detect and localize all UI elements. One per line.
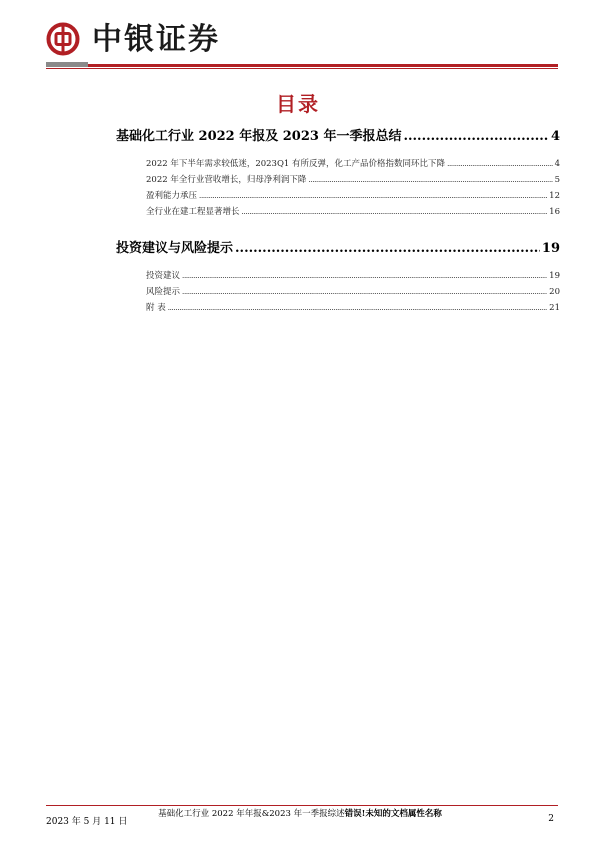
header-rule-thin: [46, 68, 558, 69]
toc-item[interactable]: [116, 284, 560, 300]
footer-doc-property-error: 错误!未知的文档属性名称: [344, 809, 442, 819]
toc-item-title: 盈利能力承压: [146, 191, 198, 201]
brand-name: 中银证券: [92, 22, 220, 57]
footer-rule: [46, 805, 558, 806]
toc-page-number: 4: [554, 159, 560, 169]
toc-item[interactable]: [116, 156, 560, 172]
toc-leader-dots: [182, 284, 547, 300]
footer-page-number: 2: [548, 814, 554, 824]
toc-page-number: 5: [554, 175, 560, 185]
toc-section-2[interactable]: [116, 238, 560, 260]
toc-item[interactable]: [116, 204, 560, 220]
toc-item[interactable]: [116, 268, 560, 284]
toc-leader-dots: [235, 238, 540, 260]
toc-item-title: 全行业在建工程显著增长: [146, 207, 240, 217]
header-rule-dark: [46, 62, 88, 67]
toc-item[interactable]: [116, 172, 560, 188]
toc-page-number: 19: [549, 271, 560, 281]
toc-section-title: 投资建议与风险提示: [116, 241, 234, 256]
toc-item[interactable]: [116, 300, 560, 316]
toc-page-number: 16: [549, 207, 560, 217]
toc-item-title: 投资建议: [146, 271, 181, 281]
toc-page-number: 20: [549, 287, 560, 297]
header-rule-red: [88, 64, 558, 67]
toc-item-title: 附 表: [146, 303, 166, 313]
toc-page-number: 21: [549, 303, 560, 313]
footer-doc-title-text: 基础化工行业 2022 年年报&2023 年一季报综述: [158, 809, 345, 819]
table-of-contents: [116, 126, 560, 316]
footer-date: 2023 年 5 月 11 日: [46, 817, 128, 827]
toc-leader-dots: [403, 126, 548, 148]
bank-of-china-logo-icon: [46, 22, 80, 56]
toc-item-title: 2022 年全行业营收增长，归母净利润下降: [146, 175, 307, 185]
toc-title: 目录: [276, 92, 320, 116]
toc-item-title: 风险提示: [146, 287, 181, 297]
toc-section-1[interactable]: [116, 126, 560, 148]
toc-page-number: 19: [541, 241, 560, 256]
footer-doc-title: [150, 808, 450, 821]
toc-page-number: 12: [549, 191, 560, 201]
toc-leader-dots: [199, 188, 547, 204]
toc-leader-dots: [168, 300, 547, 316]
toc-leader-dots: [308, 172, 552, 188]
toc-section-title: 基础化工行业 2022 年报及 2023 年一季报总结: [116, 129, 402, 144]
toc-leader-dots: [182, 268, 547, 284]
toc-item[interactable]: [116, 188, 560, 204]
toc-leader-dots: [447, 156, 553, 172]
toc-page-number: 4: [550, 129, 560, 144]
toc-item-title: 2022 年下半年需求较低迷，2023Q1 有所反弹，化工产品价格指数同环比下降: [146, 159, 446, 169]
toc-leader-dots: [242, 204, 548, 220]
